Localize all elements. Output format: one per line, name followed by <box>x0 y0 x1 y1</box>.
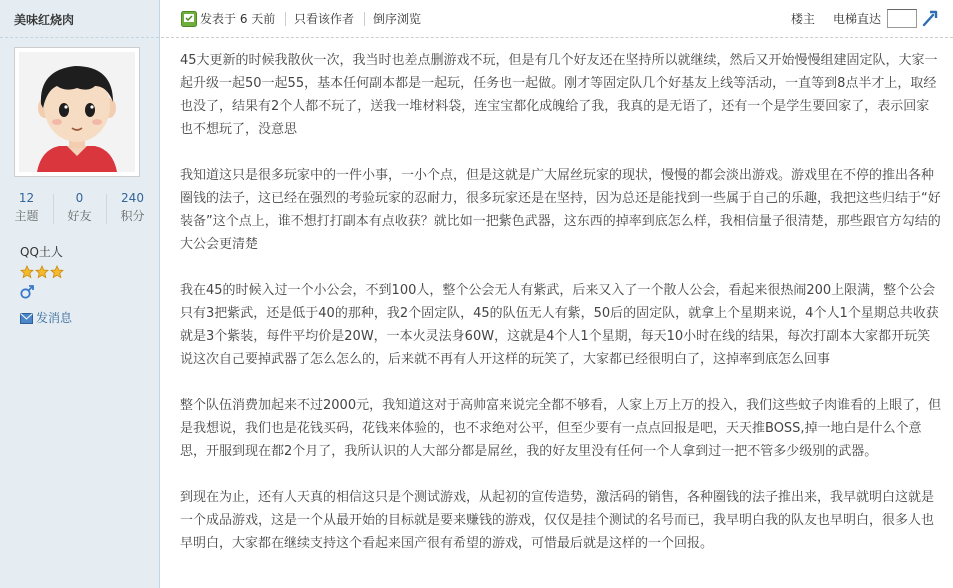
user-group[interactable]: QQ土人 <box>20 245 63 259</box>
post-paragraph: 我在45的时候入过一个小公会，不到100人，整个公会无人有紫武，后来又入了一个散人公会，看起来很热闹200上限满，整个公会只有3把紫武，还是低于40的那种，我2个固定队，45的队伍无人有紫，50后的固定队，就拿上个星期来说，4个人1个星期总共收获就是3个紫装，每件平均价是20W，一本火灵法身60W，这就是4个人1个星期，每天10小时在线的结果，每次打副本大家都开玩笑说这次自己要掉武器了怎么怎么的，后来就不再有人开这样的玩笑了，大家都已经很明白了，这掉率到底怎么回事 <box>180 283 939 367</box>
post-paragraph: 45大更新的时候我散伙一次，我当时也差点删游戏不玩，但是有几个好友还在坚持所以就继续，然后又开始慢慢组建固定队，大家一起升级一起50一起55，基本任何副本都是一起玩，任务也一起做。刚才等固定队几个好基友上线等活动，一直等到8点半才上，取经也没了，结果有2个人都不玩了，送我一堆材料袋，连宝宝都化成魄给了我，我真的是无语了，还有一个是学生要回家了，表示回家也不想玩了，没意思 <box>180 53 938 137</box>
floor-label: 楼主 <box>790 12 815 26</box>
stat-points-label: 积分 <box>120 209 145 223</box>
stat-threads[interactable] <box>0 190 53 225</box>
stat-points-value: 240 <box>121 191 144 205</box>
star-icon <box>20 265 34 279</box>
avatar[interactable] <box>14 47 140 177</box>
male-icon <box>19 284 35 300</box>
post-toolbar <box>161 0 953 38</box>
post-time: 发表于 6 天前 <box>200 12 276 26</box>
author-stats <box>0 190 159 230</box>
send-message-label: 发消息 <box>36 311 73 325</box>
post-paragraph: 到现在为止，还有人天真的相信这只是个测试游戏，从起初的宣传造势，激活码的销售，各种圈钱的法子推出来，我早就明白这就是一个成品游戏，这是一个从最开始的目标就是要来赚钱的游戏，仅仅是挂个测试的名号而已，我早明白我的队友也早明白，很多人也早明白，大家都在继续支持这个看起来国产很有希望的游戏，可惜最后就是这样的一个回报。 <box>180 490 935 551</box>
stat-friends-label: 好友 <box>67 209 92 223</box>
go-arrow-icon[interactable] <box>921 9 939 27</box>
author-name[interactable]: 美味红烧肉 <box>0 0 159 38</box>
star-icon <box>50 265 64 279</box>
stat-points[interactable] <box>106 190 159 225</box>
reverse-order-link[interactable]: 倒序浏览 <box>373 12 422 26</box>
avatar-image <box>19 52 135 172</box>
post-online-icon <box>181 11 197 27</box>
toolbar-divider <box>285 12 286 26</box>
elevator-label: 电梯直达 <box>832 12 881 26</box>
send-message-link[interactable] <box>20 309 72 326</box>
star-icon <box>35 265 49 279</box>
only-author-link[interactable]: 只看该作者 <box>294 12 355 26</box>
rank-stars <box>20 265 65 279</box>
stat-threads-value: 12 <box>18 191 35 205</box>
author-sidebar <box>0 0 160 588</box>
stat-friends-value: 0 <box>75 191 84 205</box>
post-paragraph: 整个队伍消费加起来不过2000元，我知道这对于高帅富来说完全都不够看，人家上万上万的投入，我们这些蚊子肉谁看的上眼了，但是我想说，我们也是花钱买码，花钱来体验的，也不求绝对公平，但至少要有一点点回报是吧，天天推BOSS,掉一地白是什么个意思，开服到现在都2个月了，我所认识的人大部分都是屌丝，我的好友里没有任何一个人拿到过一把不管多少级别的武器。 <box>180 398 942 459</box>
elevator-input[interactable] <box>887 9 917 28</box>
post-content <box>180 49 942 578</box>
stat-friends[interactable] <box>53 190 106 225</box>
post-paragraph: 我知道这只是很多玩家中的一件小事，一小个点，但是这就是广大屌丝玩家的现状，慢慢的都会淡出游戏。游戏里在不停的推出各种圈钱的法子，这已经在强烈的考验玩家的忍耐力，很多玩家还是在坚持，因为总还是能找到一些属于自己的乐趣，我把这些归结于“好装备”这个点上，谁不想打打副本有点收获？就比如一把紫色武器，这东西的掉率到底怎么样，我相信量子很清楚，那些跟官方勾结的大公会更清楚 <box>180 168 941 252</box>
envelope-icon <box>20 313 33 324</box>
stat-threads-label: 主题 <box>14 209 39 223</box>
toolbar-divider <box>364 12 365 26</box>
